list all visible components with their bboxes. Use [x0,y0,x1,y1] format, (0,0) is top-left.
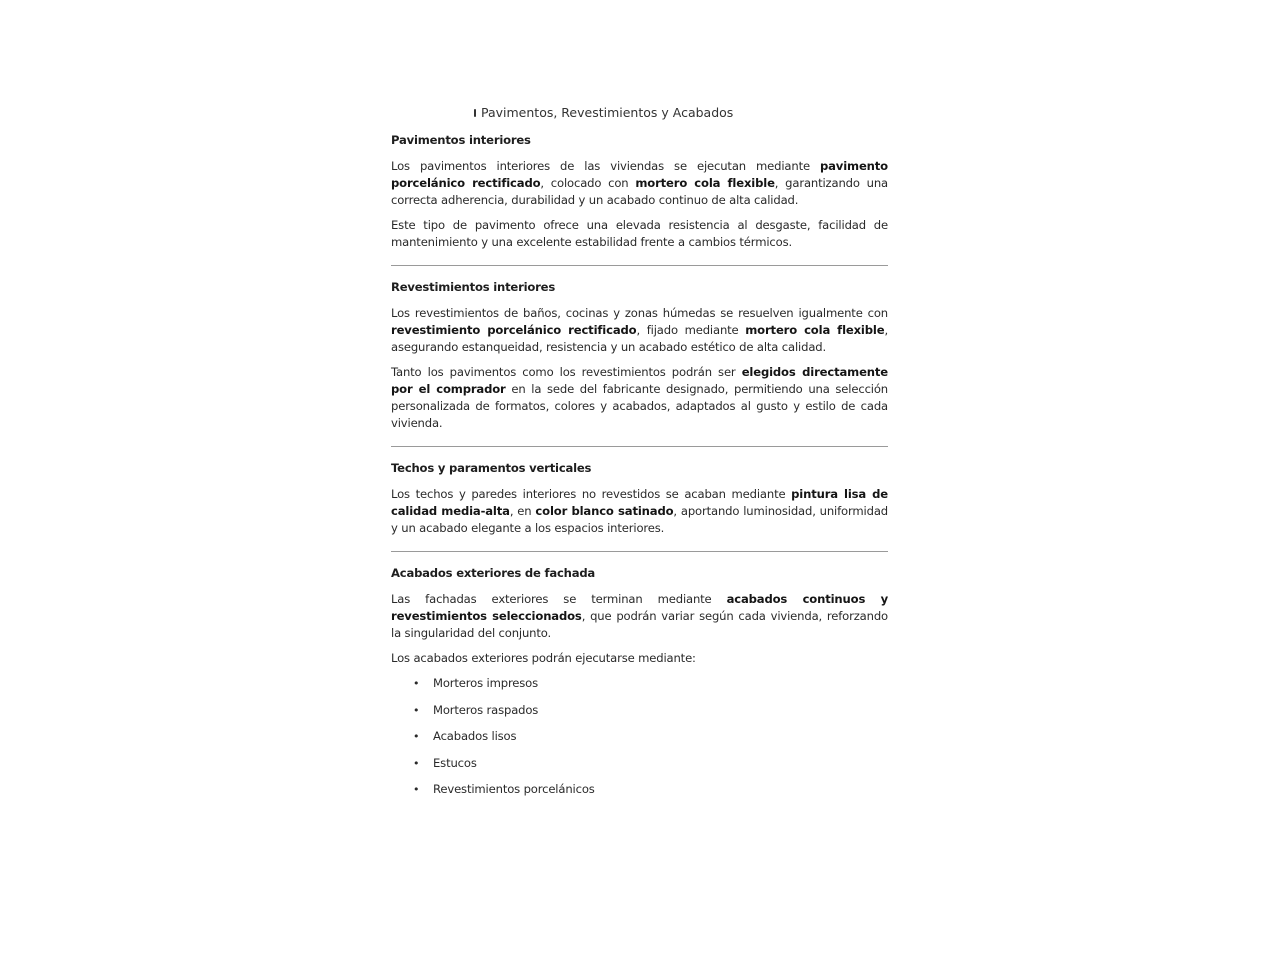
list-item [413,675,888,692]
sections-container [391,132,888,798]
bold-text: pavimento porcelánico rectificado [391,159,888,190]
section-paragraph [391,158,888,209]
bold-text: mortero cola flexible [635,176,775,190]
text-run: , garantizando una correcta adherencia, durabilidad y un acabado continuo de alta calidad. [391,176,888,207]
section-divider [391,446,888,447]
document-page [391,104,888,808]
text-run: , fijado mediante [636,323,746,337]
list-item-text: Estucos [433,755,477,770]
list-item [413,781,888,798]
text-run: , colocado con [540,176,636,190]
section [391,460,888,537]
section-paragraph [391,591,888,642]
bold-text: color blanco satinado [535,504,674,518]
section [391,565,888,798]
section-divider [391,551,888,552]
text-run: Este tipo de pavimento ofrece una elevada resistencia al desgaste, facilidad de mantenimiento y una excelente estabilidad frente a cambios térmicos. [391,218,888,249]
text-run: , que podrán variar según cada vivienda, reforzando la singularidad del conjunto. [391,609,888,640]
list-item [413,728,888,745]
text-run: , aportando luminosidad, uniformidad y un acabado elegante a los espacios interiores. [391,504,889,535]
section-paragraph [391,217,888,251]
text-run: Los techos y paredes interiores no revestidos se acaban mediante [391,487,792,501]
bullet-icon: • [413,730,420,744]
title-marker-icon [474,109,476,117]
list-item [413,702,888,719]
text-run: , asegurando estanqueidad, resistencia y un acabado estético de alta calidad. [391,323,888,354]
list-item-text: Morteros impresos [433,676,539,690]
list-item-text: Morteros raspados [433,702,539,717]
bullet-icon: • [413,703,420,717]
text-run: Los pavimentos interiores de las viviendas se ejecutan mediante [391,159,820,173]
text-run: Tanto los pavimentos como los revestimientos podrán ser [391,365,742,379]
text-run: Los revestimientos de baños, cocinas y zonas húmedas se resuelven igualmente con [391,306,888,320]
document-title [474,104,888,122]
text-run: Los acabados exteriores podrán ejecutarse mediante: [391,651,696,665]
list-item-text: Revestimientos porcelánicos [433,782,595,797]
bold-text: revestimiento porcelánico rectificado [391,323,637,337]
section-paragraph [391,650,888,667]
section-paragraph [391,364,888,432]
bullet-icon: • [413,756,420,770]
section-heading: Acabados exteriores de fachada [391,566,596,580]
document-title-text: Pavimentos, Revestimientos y Acabados [481,105,734,120]
section-heading: Techos y paramentos verticales [391,461,592,475]
section [391,279,888,432]
text-run: , en [509,504,536,518]
list-item [413,755,888,772]
bullet-icon: • [413,783,420,797]
bold-text: elegidos directamente por el comprador [391,365,888,396]
section [391,132,888,251]
section-heading: Revestimientos interiores [391,280,556,294]
section-paragraph [391,305,888,356]
finishes-list [391,675,888,798]
text-run: Las fachadas exteriores se terminan mediante [391,592,727,606]
bold-text: acabados continuos y revestimientos seleccionados [391,592,888,623]
bold-text: pintura lisa de calidad media-alta [391,487,888,518]
text-run: en la sede del fabricante designado, permitiendo una selección personalizada de formatos, colores y acabados, adaptados al gusto y estilo de cada vivienda. [391,382,889,430]
section-paragraph [391,486,888,537]
bullet-icon: • [413,677,420,690]
list-item-text: Acabados lisos [433,729,517,744]
bold-text: mortero cola flexible [745,323,885,337]
section-divider [391,265,888,266]
section-heading: Pavimentos interiores [391,133,531,147]
